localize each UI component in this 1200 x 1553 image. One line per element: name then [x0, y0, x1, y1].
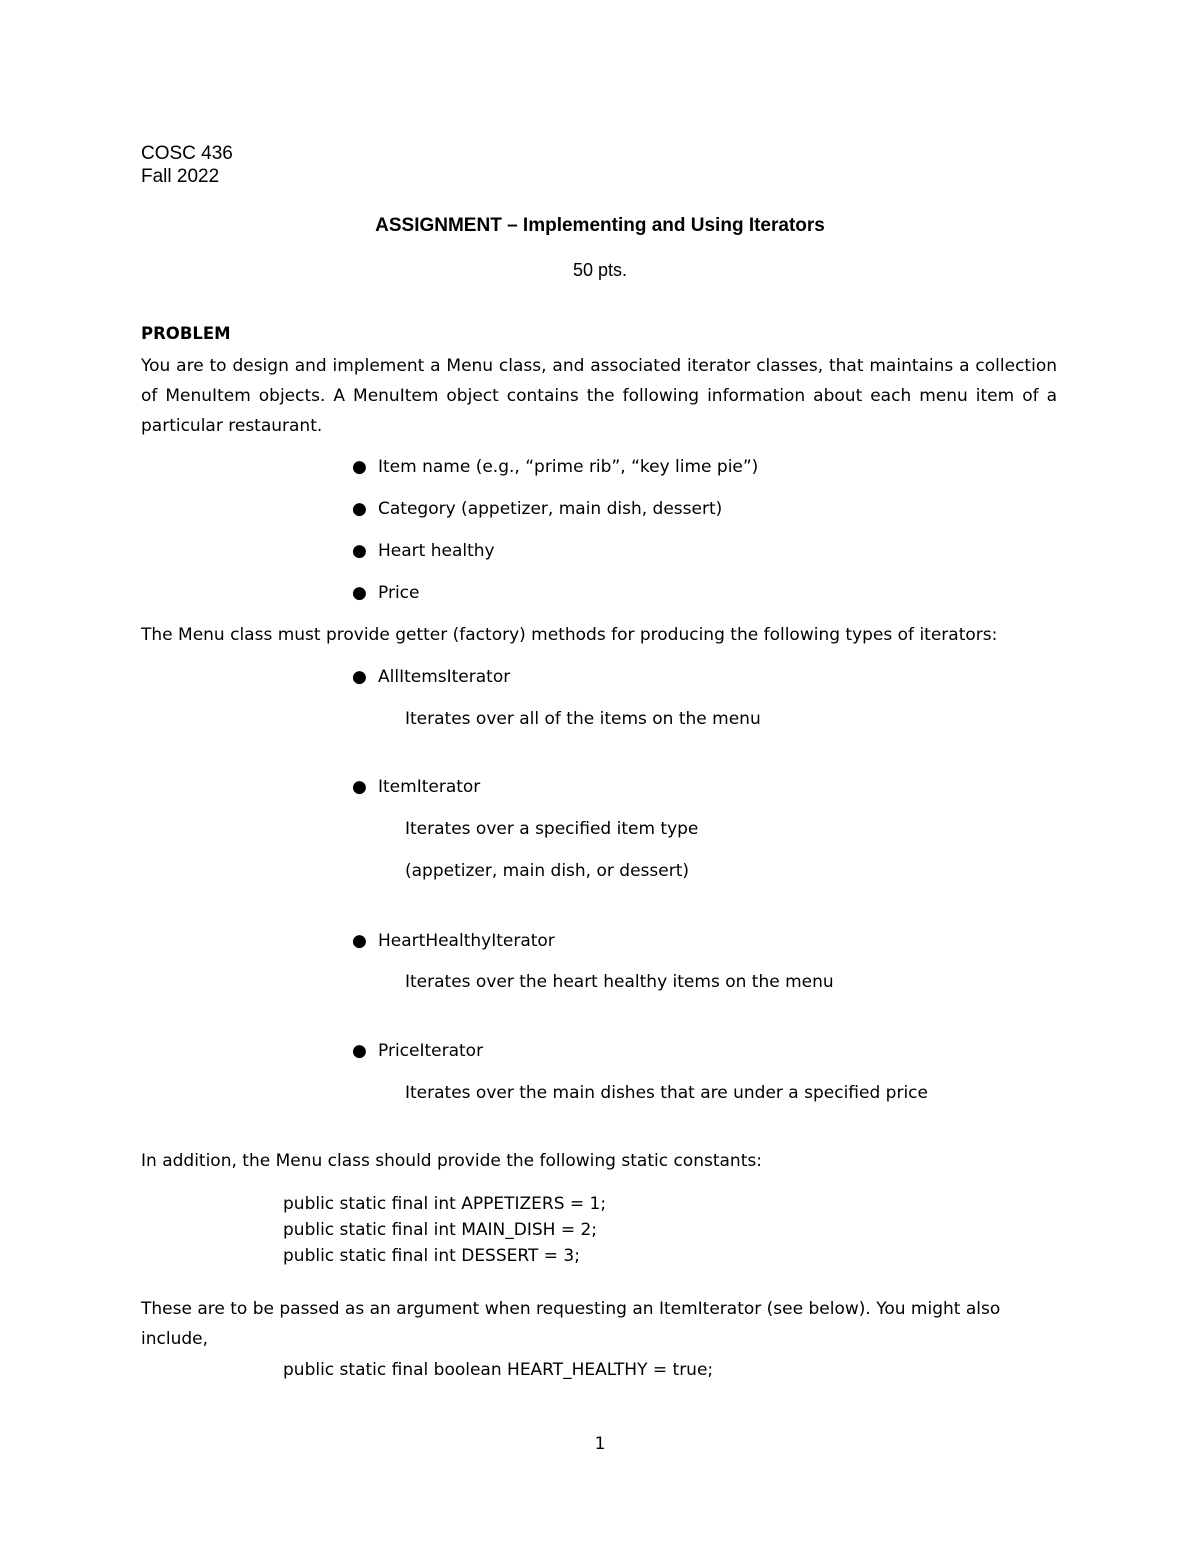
- field-heart-healthy: Heart healthy: [378, 541, 495, 561]
- term-label: Fall 2022: [141, 166, 220, 187]
- list-item: [352, 499, 723, 519]
- problem-paragraph: You are to design and implement a Menu class, and associated iterator classes, that maintains a collection of MenuItem objects. A MenuItem object contains the following information about each menu item of a particular restaurant.: [141, 356, 1057, 436]
- list-item: [352, 931, 555, 951]
- iterator-description: Iterates over all of the items on the menu: [405, 709, 761, 729]
- bullet-icon: ●: [352, 667, 367, 687]
- list-item: [352, 541, 495, 561]
- code-line: public static final int MAIN_DISH = 2;: [283, 1220, 598, 1240]
- iterator-description: Iterates over a specified item type: [405, 819, 699, 839]
- iterator-name: AllItemsIterator: [378, 667, 511, 687]
- constants-note: These are to be passed as an argument when requesting an ItemIterator (see below). You might also: [141, 1299, 1001, 1319]
- iterator-name: ItemIterator: [378, 777, 481, 797]
- field-price: Price: [378, 583, 420, 603]
- iterator-name: PriceIterator: [378, 1041, 484, 1061]
- bullet-icon: ●: [352, 499, 367, 519]
- field-category: Category (appetizer, main dish, dessert): [378, 499, 723, 519]
- list-item: [352, 1041, 484, 1061]
- page-number: 1: [594, 1434, 606, 1454]
- bullet-icon: ●: [352, 541, 367, 561]
- bullet-icon: ●: [352, 583, 367, 603]
- field-item-name: Item name (e.g., “prime rib”, “key lime pie”): [378, 457, 759, 477]
- constants-note-continued: include,: [141, 1329, 208, 1349]
- iterator-description: Iterates over the heart healthy items on the menu: [405, 972, 834, 992]
- code-line: public static final int APPETIZERS = 1;: [283, 1194, 607, 1214]
- iterator-description: Iterates over the main dishes that are under a specified price: [405, 1083, 928, 1103]
- list-item: [352, 777, 481, 797]
- list-item: [352, 583, 420, 603]
- code-line: public static final int DESSERT = 3;: [283, 1246, 580, 1266]
- bullet-icon: ●: [352, 1041, 367, 1061]
- course-code: COSC 436: [141, 143, 233, 164]
- code-line: public static final boolean HEART_HEALTHY = true;: [283, 1360, 714, 1380]
- iterator-description: (appetizer, main dish, or dessert): [405, 861, 689, 881]
- list-item: [352, 667, 511, 687]
- constants-intro: In addition, the Menu class should provide the following static constants:: [141, 1151, 762, 1171]
- bullet-icon: ●: [352, 931, 367, 951]
- list-item: [352, 457, 759, 477]
- assignment-title: ASSIGNMENT – Implementing and Using Iterators: [375, 215, 825, 236]
- problem-heading: PROBLEM: [141, 324, 231, 343]
- iterator-name: HeartHealthyIterator: [378, 931, 555, 951]
- bullet-icon: ●: [352, 457, 367, 477]
- iterators-intro: The Menu class must provide getter (factory) methods for producing the following types of iterators:: [141, 625, 998, 645]
- points-label: 50 pts.: [572, 260, 628, 280]
- bullet-icon: ●: [352, 777, 367, 797]
